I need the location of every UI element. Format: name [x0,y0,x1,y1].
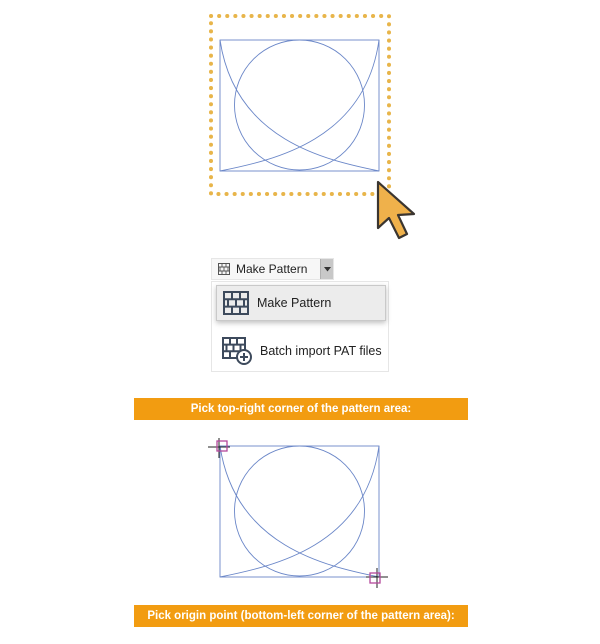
make-pattern-split-button[interactable] [211,258,334,280]
menu-item-batch-import[interactable] [212,334,388,368]
make-pattern-dropdown-menu [211,281,389,372]
make-pattern-button[interactable] [212,259,311,279]
menu-item-label: Make Pattern [257,296,332,310]
make-pattern-label: Make Pattern [236,262,308,276]
step-banner-origin: Pick origin point (bottom-left corner of the pattern area): [134,605,468,627]
chevron-down-icon [324,267,331,272]
step-banner-top-right: Pick top-right corner of the pattern area: [134,398,468,420]
brick-pattern-icon [223,291,249,315]
crosshair-icon [208,436,232,460]
menu-item-label: Batch import PAT files [260,344,382,358]
dropdown-arrow-button[interactable] [320,259,333,279]
pattern-preview [220,40,379,171]
pattern-preview [220,446,379,577]
brick-pattern-add-icon [222,337,252,365]
crosshair-icon [366,566,390,590]
pattern-preview-selected [205,10,395,200]
menu-item-make-pattern[interactable] [216,285,386,321]
pointer-cursor-icon [372,178,420,242]
brick-pattern-icon [218,263,230,275]
